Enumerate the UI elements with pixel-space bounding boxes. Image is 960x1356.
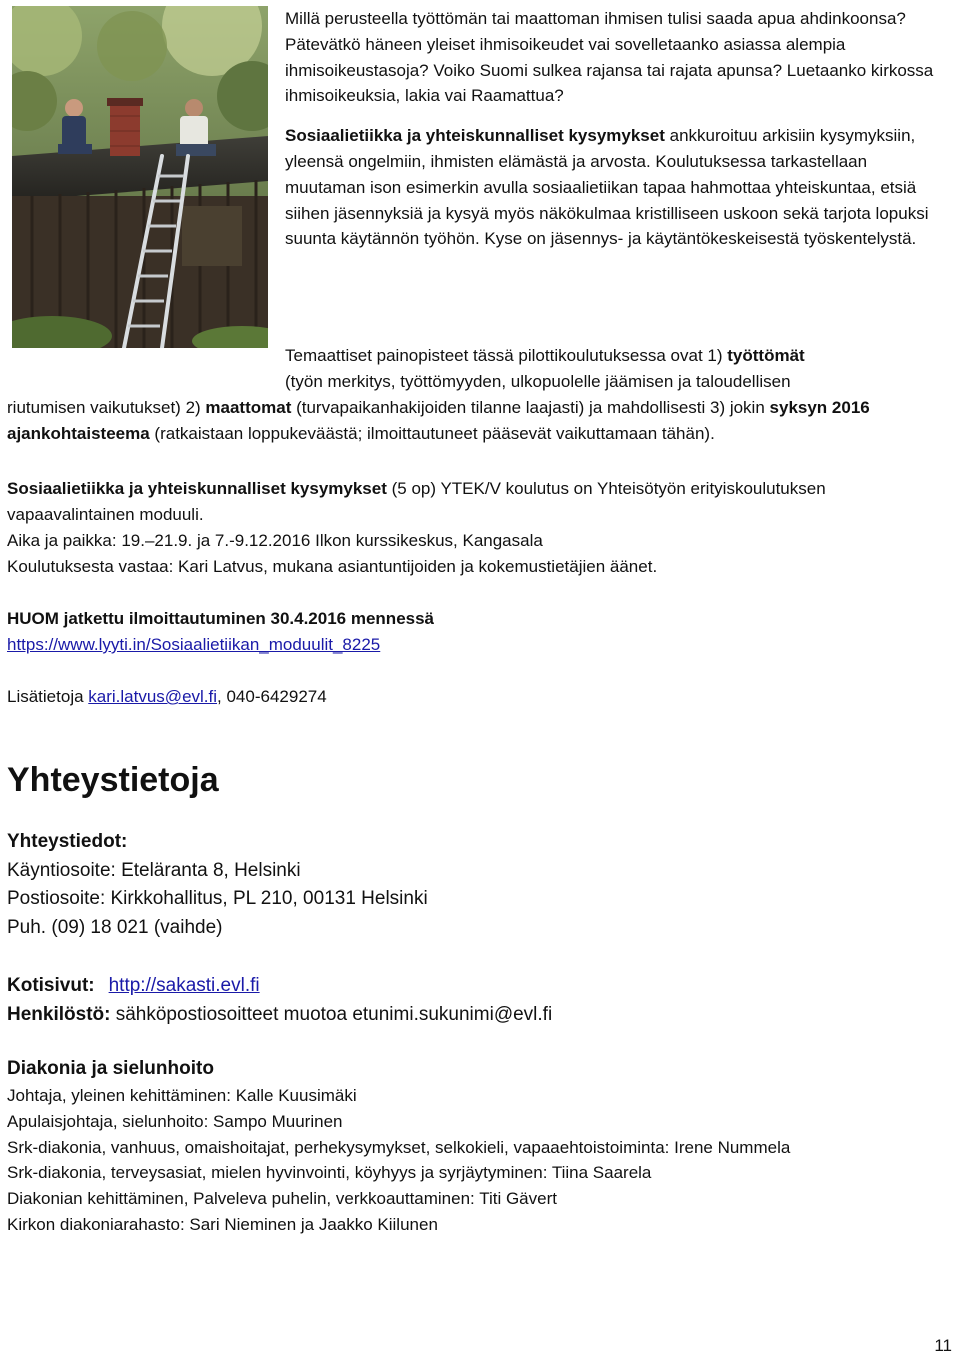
roof-photo	[12, 6, 268, 348]
intro-questions: Millä perusteella työttömän tai maattoman ihmisen tulisi saada apua ahdinkoonsa? Pätevätkö häneen yleiset ihmisoikeudet vai sovelletaanko asiassa alempia ihmisoikeustasoja? Voiko Suomi sulkea rajansa tai rajata apunsa? Luetaanko kirkossa ihmisoikeuksia, lakia vai Raamattua?	[285, 9, 934, 106]
themes-rest-c: (ratkaistaan loppukeväästä; ilmoittautuneet pääsevät vaikuttamaan tähän).	[149, 424, 715, 443]
registration-notice: HUOM jatkettu ilmoittautuminen 30.4.2016 mennessä	[7, 609, 435, 628]
themes-intro: Temaattiset painopisteet tässä pilottikoulutuksessa ovat 1)	[285, 346, 728, 365]
more-info	[7, 684, 327, 710]
homepage-label: Kotisivut:	[7, 975, 95, 996]
diakonia-section	[7, 1055, 790, 1238]
more-info-phone: , 040-6429274	[217, 687, 327, 706]
registration-link[interactable]: https://www.lyyti.in/Sosiaalietiikan_moduulit_8225	[7, 635, 381, 654]
course-time-place: Aika ja paikka: 19.–21.9. ja 7.-9.12.2016 Ilkon kurssikeskus, Kangasala	[7, 531, 543, 550]
staff-entry: Srk-diakonia, terveysasiat, mielen hyvinvointi, köyhyys ja syrjäytyminen: Tiina Saarela	[7, 1163, 652, 1183]
intro-description	[285, 123, 945, 252]
staff-entry: Apulaisjohtaja, sielunhoito: Sampo Muurinen	[7, 1111, 343, 1131]
postal-address: Postiosoite: Kirkkohallitus, PL 210, 00131 Helsinki	[7, 888, 428, 909]
theme-unemployed: työttömät	[727, 346, 805, 365]
course-responsible: Koulutuksesta vastaa: Kari Latvus, mukana asiantuntijoiden ja kokemustietäjien äänet.	[7, 557, 658, 576]
themes-rest-a: riutumisen vaikutukset) 2)	[7, 398, 206, 417]
themes-rest-b: (turvapaikanhakijoiden tilanne laajasti) ja mahdollisesti 3) jokin	[291, 398, 770, 417]
diakonia-title: Diakonia ja sielunhoito	[7, 1058, 214, 1079]
intro-description-text: ankkuroituu arkisiin kysymyksiin, yleensä ongelmiin, ihmisten elämästä ja arvosta. Koulutuksessa tarkastellaan muutaman ison esimerkin avulla sosiaalietiikan tapaa hahmottaa yhteiskuntaa, etsiä siihen jäsennyksiä ja kysyä myös näkökulmaa kristilliseen uskoon sekä tarjota lopuksi suunta käytännön työhön. Kyse on jäsennys- ja käytäntökeskeisestä työskentelystä.	[285, 126, 929, 249]
course-description-text: (5 op) YTEK/V koulutus on Yhteisötyön erityiskoulutuksen vapaavalintainen moduuli.	[7, 479, 826, 524]
themes-paragraph	[7, 343, 947, 447]
contact-details	[7, 828, 428, 942]
staff-label: Henkilöstö:	[7, 1003, 111, 1025]
themes-line-1	[7, 343, 947, 369]
more-info-email-link[interactable]: kari.latvus@evl.fi	[88, 687, 218, 706]
contact-details-title: Yhteystiedot:	[7, 831, 128, 852]
course-description	[7, 476, 947, 528]
staff-entry: Diakonian kehittäminen, Palveleva puhelin, verkkoauttaminen: Titi Gävert	[7, 1189, 557, 1209]
phone-number: Puh. (09) 18 021 (vaihde)	[7, 916, 223, 938]
themes-line-2: (työn merkitys, työttömyyden, ulkopuolelle jäämisen ja taloudellisen	[285, 372, 791, 391]
intro-course-name: Sosiaalietiikka ja yhteiskunnalliset kysymykset	[285, 126, 665, 146]
homepage-line	[7, 972, 552, 1001]
intro-text	[285, 6, 945, 252]
staff-entry: Kirkon diakoniarahasto: Sari Nieminen ja Jaakko Kiilunen	[7, 1214, 438, 1234]
registration	[7, 606, 434, 658]
theme-landless: maattomat	[205, 398, 292, 417]
more-info-label: Lisätietoja	[7, 687, 89, 706]
staff-entry: Srk-diakonia, vanhuus, omaishoitajat, perhekysymykset, selkokieli, vapaaehtoistoiminta: Irene Nummela	[7, 1137, 791, 1157]
page-number: 11	[934, 1336, 952, 1355]
course-info	[7, 476, 947, 580]
contact-heading: Yhteystietoja	[7, 761, 219, 799]
homepage-link[interactable]: http://sakasti.evl.fi	[108, 975, 260, 996]
theme-current: syksyn 2016 ajankohtaisteema	[7, 398, 870, 443]
course-name: Sosiaalietiikka ja yhteiskunnalliset kysymykset	[7, 479, 387, 498]
web-info	[7, 972, 552, 1029]
staff-line	[7, 1001, 552, 1030]
staff-email-format: sähköpostiosoitteet muotoa etunimi.sukunimi@evl.fi	[110, 1003, 553, 1025]
themes-rest	[7, 395, 947, 447]
visit-address: Käyntiosoite: Eteläranta 8, Helsinki	[7, 859, 301, 881]
staff-entry: Johtaja, yleinen kehittäminen: Kalle Kuusimäki	[7, 1086, 357, 1105]
